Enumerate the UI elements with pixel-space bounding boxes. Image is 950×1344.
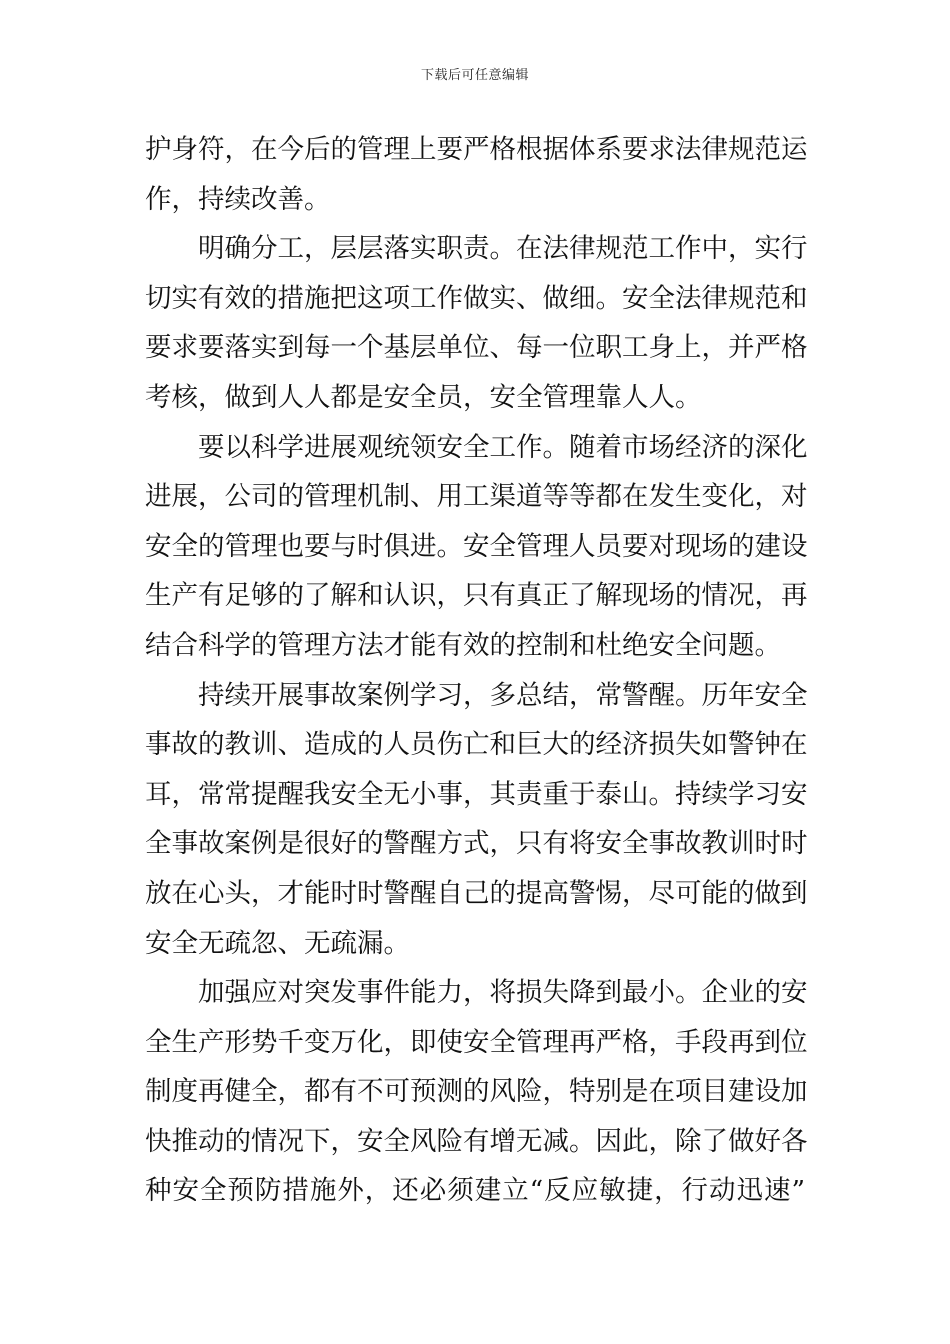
text-line: 快推动的情况下，安全风险有增无减。因此，除了做好各 bbox=[145, 1125, 808, 1157]
text-line: 全事故案例是很好的警醒方式，只有将安全事故教训时时 bbox=[145, 828, 808, 860]
paragraph bbox=[145, 125, 808, 224]
text-line: 生产有足够的了解和认识，只有真正了解现场的情况，再 bbox=[145, 580, 808, 612]
text-line: 明确分工，层层落实职责。在法律规范工作中，实行 bbox=[198, 233, 808, 265]
paragraph bbox=[145, 423, 808, 671]
text-line: 耳，常常提醒我安全无小事，其责重于泰山。持续学习安 bbox=[145, 778, 808, 810]
text-line: 切实有效的措施把这项工作做实、做细。安全法律规范和 bbox=[145, 282, 808, 314]
paragraph bbox=[145, 224, 808, 422]
text-line: 考核，做到人人都是安全员，安全管理靠人人。 bbox=[145, 381, 702, 413]
paragraph bbox=[145, 671, 808, 969]
text-line: 作，持续改善。 bbox=[145, 183, 331, 215]
text-line: 种安全预防措施外，还必须建立“反应敏捷，行动迅速” bbox=[145, 1175, 805, 1207]
text-line: 要求要落实到每一个基层单位、每一位职工身上，并严格 bbox=[145, 332, 808, 364]
document-body bbox=[145, 125, 808, 1216]
text-line: 加强应对突发事件能力，将损失降到最小。企业的安 bbox=[198, 977, 808, 1009]
text-line: 放在心头，才能时时警醒自己的提高警惕，尽可能的做到 bbox=[145, 877, 808, 909]
text-line: 全生产形势千变万化，即使安全管理再严格，手段再到位 bbox=[145, 1026, 808, 1058]
text-line: 结合科学的管理方法才能有效的控制和杜绝安全问题。 bbox=[145, 629, 781, 661]
text-line: 安全的管理也要与时俱进。安全管理人员要对现场的建设 bbox=[145, 530, 808, 562]
text-line: 要以科学进展观统领安全工作。随着市场经济的深化 bbox=[198, 431, 808, 463]
page-header: 下载后可任意编辑 bbox=[420, 68, 529, 83]
text-line: 事故的教训、造成的人员伤亡和巨大的经济损失如警钟在 bbox=[145, 729, 808, 761]
text-line: 持续开展事故案例学习，多总结，常警醒。历年安全 bbox=[198, 679, 808, 711]
text-line: 安全无疏忽、无疏漏。 bbox=[145, 927, 410, 959]
text-line: 进展，公司的管理机制、用工渠道等等都在发生变化，对 bbox=[145, 481, 808, 513]
text-line: 护身符，在今后的管理上要严格根据体系要求法律规范运 bbox=[145, 134, 808, 165]
text-line: 制度再健全，都有不可预测的风险，特别是在项目建设加 bbox=[145, 1076, 808, 1108]
paragraph bbox=[145, 968, 808, 1216]
